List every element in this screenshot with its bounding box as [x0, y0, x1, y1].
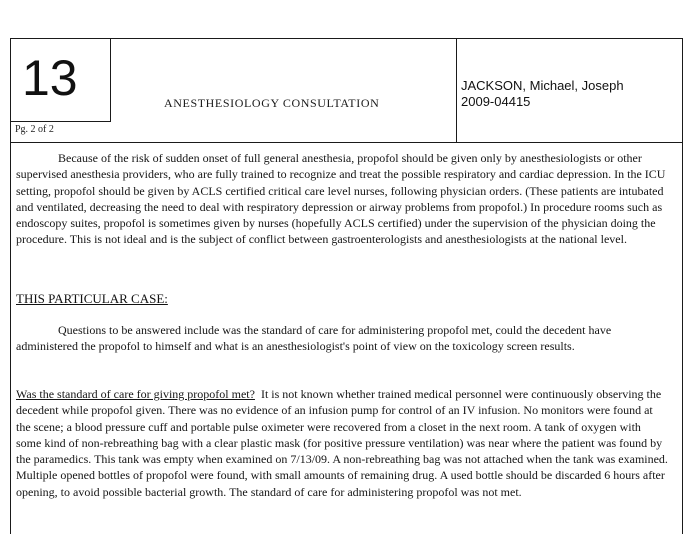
case-id: 2009-04415: [461, 94, 531, 109]
standard-of-care-text: It is not known whether trained medical personnel were continuously observing the decedent while propofol given. There was no evidence of an infusion pump for control of an IV infusion. No monitors were found at the scene; a blood pressure cuff and portable pulse oximeter were recovered from a closet in the next room. A tank of oxygen with some kind of non-rebreathing bag with a clear plastic mask (for positive pressure ventilation) was near where the patient was found by the paramedics. This tank was empty when examined on 7/13/09. A non-rebreathing bag was not attached when the tank was examined. Multiple opened bottles of propofol were found, with small amounts of remaining drug. A used bottle should be discarded 6 hours after opening, to avoid possible bacterial growth. The standard of care for administering propofol was not met.: [16, 387, 668, 499]
paragraph-propofol-risk: Because of the risk of sudden onset of full general anesthesia, propofol should be given only by anesthesiologists or other supervised anesthesia providers, who are fully trained to recognize and treat the possible respiratory and cardiac depression. In the ICU setting, propofol should be given by ACLS certified critical care level nurses, following physician orders. (These patients are intubated and ventilated, decreasing the need to deal with respiratory depression or airway problems from propofol.) In procedure rooms such as endoscopy suites, propofol is sometimes given by nurses (hopefully ACLS certified) under the supervision of the physician doing the procedure. This is not ideal and is the subject of conflict between gastroenterologists and anesthesiologists at the national level.: [16, 151, 666, 247]
case-number: 13: [22, 50, 78, 106]
header-divider: [10, 142, 683, 143]
section-heading: THIS PARTICULAR CASE:: [16, 291, 168, 306]
paragraph-standard-of-care: [16, 386, 668, 500]
page-label: Pg. 2 of 2: [15, 124, 54, 135]
patient-name: JACKSON, Michael, Joseph: [461, 78, 624, 93]
standard-of-care-question: Was the standard of care for giving propofol met?: [16, 387, 255, 401]
paragraph-questions: Questions to be answered include was the standard of care for administering propofol met, could the decedent have administered the propofol to himself and what is an anesthesiologist's point of view on the toxicology screen results.: [16, 323, 612, 354]
document-title: ANESTHESIOLOGY CONSULTATION: [164, 96, 380, 110]
